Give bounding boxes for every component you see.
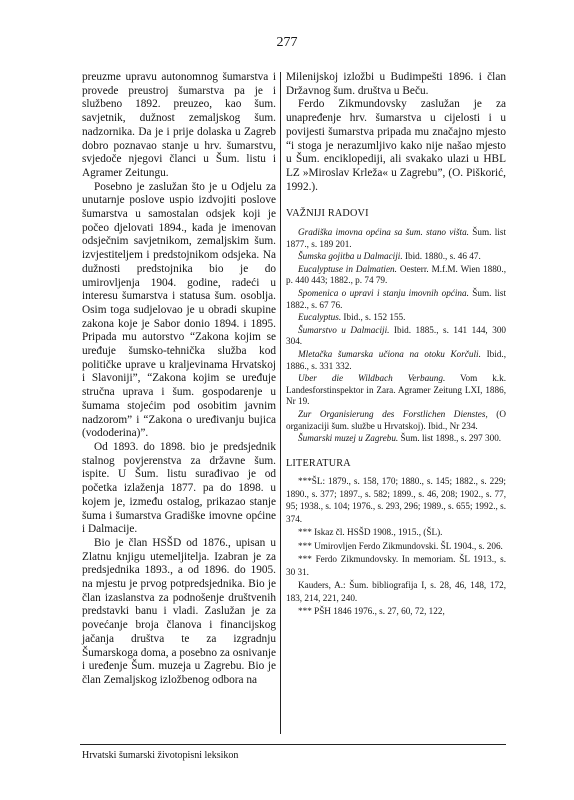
work-title: Šumarski muzej u Zagrebu. xyxy=(298,433,399,444)
right-column xyxy=(286,71,506,619)
work-title: Eucalyptuse in Dalmatien. xyxy=(298,263,397,274)
work-title: Gradiška imovna općina sa šum. stano višta. xyxy=(298,227,469,238)
work-title: Šumarstvo u Dalmaciji. xyxy=(298,324,390,335)
paragraph: Posebno je zaslužan što je u Odjelu za unutarnje poslove uspio izdvojiti poslove šumarstva u samostalan odsjek koji je počeo djelovati 1894., kada je imenovan odsječnim savjetnikom, zemaljskim šum. izvjestiteljem i predstojnikom odsjeka. Na dužnosti predstojnika bio je do umirovljenja 1904. godine, radeći u interesu šumarstva i statusa šum. osoblja. Osim toga sudjelovao je u obradi skupine zakona koje je Sabor donio 1894. i 1895. Pripada mu autorstvo “Zakona kojim se uređuje šumsko-tehnička služba kod političke uprave u kraljevinama Hrvatskoj i Slavoniji”, “Zakona kojim se uređuje stručna uprava i šum. gospodarenje u šumama stojećim pod osobitim javnim nadzorom” i “Zakona o uređivanju bujica (vododerina)”. xyxy=(82,180,276,440)
work-entry xyxy=(286,409,506,432)
work-citation: Šum. list 1877., s. 189 201. xyxy=(286,227,506,249)
works-heading: VAŽNIJI RADOVI xyxy=(286,208,369,220)
work-entry xyxy=(286,288,506,311)
literature-entry: *** Iskaz čl. HSŠD 1908., 1915., (ŠL). xyxy=(298,527,443,538)
work-entry xyxy=(286,325,506,348)
works-list xyxy=(286,227,506,445)
work-title: Spomenica o upravi i stanju imovnih općina. xyxy=(298,288,469,298)
work-title: Zur Organisierung des Forstlichen Dienstes, xyxy=(298,408,488,419)
work-entry xyxy=(286,349,506,372)
work-entry xyxy=(286,373,506,408)
literature-entry: *** PŠH 1846 1976., s. 27, 60, 72, 122, xyxy=(298,606,445,617)
work-citation: Oesterr. M.f.M. Wien 1880., p. 440 443; 1882., p. 74 79. xyxy=(286,263,506,286)
work-entry xyxy=(286,264,506,287)
work-title: Eucalyptus. xyxy=(298,312,342,323)
work-title: Uber die Wildbach Verbaung. xyxy=(298,373,446,384)
work-title: Šumska gojitba u Dalmaciji. xyxy=(298,251,403,262)
work-entry xyxy=(286,251,506,263)
work-citation: (O organizaciji šum. službe u Hrvatskoj). Ibid., Nr 234. xyxy=(286,408,506,431)
literature-entry: *** Ferdo Zikmundovsky. In memoriam. ŠL 1913., s. 30 31. xyxy=(286,554,506,577)
work-citation: Ibid., s. 152 155. xyxy=(341,312,406,323)
page-number: 277 xyxy=(276,35,298,50)
work-citation: Ibid. 1880., s. 46 47. xyxy=(402,251,481,262)
literature-entry: Kauders, A.: Šum. bibliografija I, s. 28, 46, 148, 172, 183, 214, 221, 240. xyxy=(286,580,506,603)
work-entry xyxy=(286,227,506,250)
work-citation: Ibid. 1885., s. 141 144, 300 304. xyxy=(286,324,507,347)
literature-entry: *** Umirovljen Ferdo Zikmundovski. ŠL 1904., s. 206. xyxy=(298,540,503,551)
paragraph: Ferdo Zikmundovsky zaslužan je za unapređenje hrv. šumarstva u cijelosti i u povijesti šumarstva pripada mu značajno mjesto “i stoga je nerazumljivo kako nije našao mjesto u Šum. enciklopediji, ali svakako ulazi u HBL LZ »Miroslav Krleža« u Zagrebu”, (O. Piškorić, 1992.). xyxy=(286,98,506,193)
work-entry xyxy=(286,433,506,445)
work-citation: Ibid., 1886., s. 331 332. xyxy=(286,348,506,371)
work-title: Mletačka šumarska učiona na otoku Korčuli. xyxy=(298,348,481,359)
paragraph: preuzme upravu autonomnog šumarstva i provede preustroj šumarstva pa je i službeno 1892. preuzeo, kao šum. savjetnik, dužnost zemaljskog šum. nadzornika. Da je i prije dolaska u Zagreb dobro poznavao stanje u hrv. šumarstvu, svjedoče njegovi članci u Šum. listu i Agramer Zeitungu. xyxy=(82,71,276,179)
left-column xyxy=(82,71,276,688)
work-citation: Šum. list 1882., s. 67 76. xyxy=(286,288,507,310)
work-citation: Šum. list 1898., s. 297 300. xyxy=(398,433,502,444)
literature-heading: LITERATURA xyxy=(286,457,351,469)
literature-entry: ***ŠL: 1879., s. 158, 170; 1880., s. 145; 1882., s. 229; 1890., s. 377; 1897., s. 582; 1899., s. 46, 208; 1902., s. 77, 95; 1938., s. 104; 1976., s. 293, 296; 1989., s. 655; 1992., s. 374. xyxy=(286,476,506,524)
paragraph: Od 1893. do 1898. bio je predsjednik stalnog povjerenstva za državne šum. ispite. U Šum. listu surađivao je od početka izlaženja 1877. pa do 1898. u kojem je, između ostalog, prikazao stanje šuma i šumarstva Gradiške imovne općine i Dalmacije. xyxy=(82,440,276,536)
paragraph: Bio je član HSŠD od 1876., upisan u Zlatnu knjigu utemeljitelja. Izabran je za predsjednika 1893., a od 1896. do 1905. na mjestu je prvog potpredsjednika. Bio je član izaslanstva za podnošenje društvenih predstavki banu i vladi. Zaslužan je za povećanje broja članova i financijskog jačanja društva te za izgradnju Šumarskoga doma, a posebno za osnivanje i uređenje Šum. muzeja u Zagrebu. Bio je član Zemaljskog izložbenog odbora na xyxy=(82,536,276,686)
column-divider xyxy=(280,72,281,734)
footer-title: Hrvatski šumarski životopisni leksikon xyxy=(82,750,239,761)
paragraph: Milenijskoj izložbi u Budimpešti 1896. i član Državnog šum. društva u Beču. xyxy=(286,71,506,97)
work-entry xyxy=(286,312,506,324)
work-citation: Vom k.k. Landesforstinspektor in Zara. Agramer Zeitung LXI, 1886, Nr 19. xyxy=(286,373,506,407)
footer-rule xyxy=(80,744,506,745)
literature-list xyxy=(286,475,506,618)
